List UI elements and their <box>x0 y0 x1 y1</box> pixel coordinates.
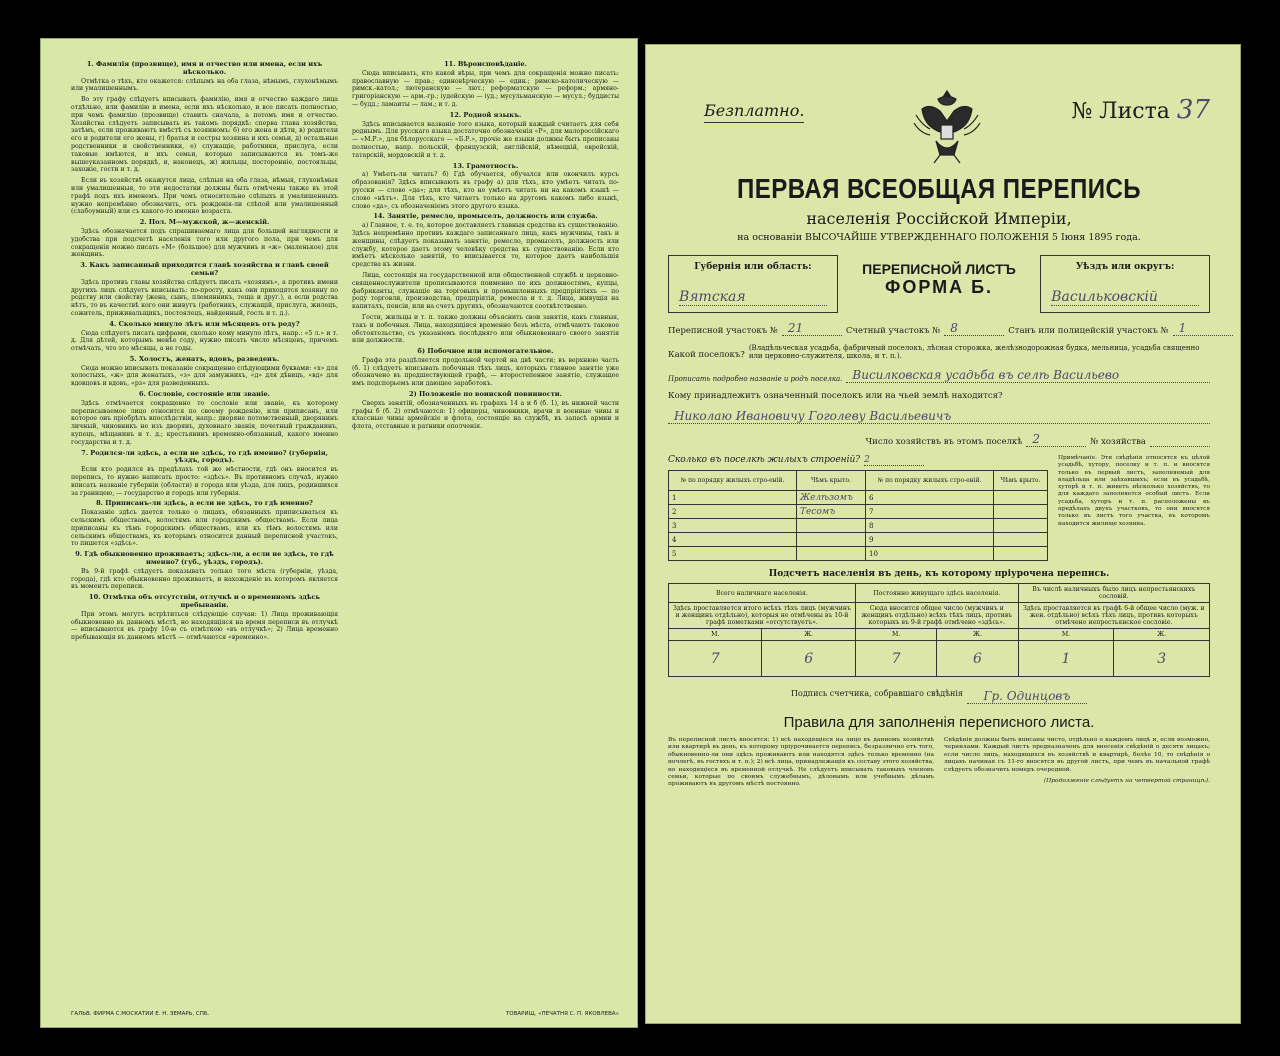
col-female: Ж. <box>762 629 856 641</box>
instruction-heading: 13. Грамотность. <box>452 161 519 170</box>
instruction-text: Здѣсь отмѣчается сокращенно то сословіе или званіе, къ которому переписываемое лицо относится по своему рожденію, или приписанъ, или которое онъ пріобрѣлъ впослѣдствіи, напр.: дворяне потомственный, дворянинъ личный, чиновникъ не изъ дворянъ, духовнаго званія, почетный гражданинъ, купецъ, мѣщанинъ и т. д.; крестьянинъ временно-обязанный, какого именно государства и т. д. <box>71 399 338 446</box>
right-page <box>645 44 1241 1024</box>
instruction-text: Лица, состоящія на государственной или общественной службѣ и церковно-священнослужители прописываются поименно по ихъ должностямъ, купцы, фабриканты, служащіе на торговыхъ и промышленныхъ предпріятіяхъ — по роду торговли, производства, предпріятія, ремесла и т. д. Лица, живущія на капиталъ, пенсіи, или на счетъ другихъ, обозначаются соотвѣтственно. <box>352 271 619 311</box>
instruction-heading: б) Побочное или вспомогательное. <box>417 347 554 356</box>
instruction-section <box>71 96 338 174</box>
district-line <box>668 321 1210 336</box>
instruction-section <box>71 594 338 642</box>
resident-male-value: 7 <box>855 641 936 677</box>
col-female: Ж. <box>937 629 1018 641</box>
table-row <box>669 505 1048 519</box>
table-cell: 8 <box>866 519 994 533</box>
instruction-section <box>71 450 338 498</box>
table-cell <box>993 533 1047 547</box>
settlement-line <box>668 344 1210 360</box>
instruction-section <box>352 213 619 269</box>
instruction-text: Въ 9-й графѣ слѣдуетъ показывать только того мѣста (губерніи, уѣзда, города), гдѣ кто обыкновенно проживаетъ, и нахожденіе въ которомъ является въ моментъ переписи. <box>71 567 338 591</box>
instruction-section <box>352 348 619 388</box>
instruction-heading: 2) Положеніе по воинской повинности. <box>409 390 562 399</box>
left-column-1 <box>71 59 338 979</box>
table-cell: 9 <box>866 533 994 547</box>
resident-female-value: 6 <box>937 641 1018 677</box>
uezd-box <box>1040 255 1210 313</box>
dwellings-label: Сколько въ поселкѣ жилыхъ строеній? <box>668 455 861 465</box>
gubernia-box <box>668 255 838 313</box>
total-male-value: 7 <box>669 641 762 677</box>
non-peasant-female-value: 3 <box>1114 641 1210 677</box>
instruction-section <box>71 500 338 548</box>
col-female: Ж. <box>1114 629 1210 641</box>
ptab-header-resident: Постоянно живущаго здѣсь населенія. <box>855 584 1018 603</box>
owner-label: Кому принадлежитъ означенный поселокъ или на чьей землѣ находится? <box>668 391 1003 401</box>
dtab-header-no: № по порядку жилыхъ стро-еній. <box>669 471 797 491</box>
uezd-label: Уѣздъ или округъ: <box>1075 262 1175 272</box>
form-title-box <box>838 255 1040 313</box>
settlement-value-line <box>668 368 1210 383</box>
instruction-section <box>352 163 619 211</box>
total-female-value: 6 <box>762 641 856 677</box>
instruction-text: а) Главное, т. е. то, которое доставляетъ главныя средства къ существованію. Здѣсь непремѣнно противъ каждаго записаннаго лица, какъ мужчины, такъ и женщины, слѣдуетъ показывать занятіе, ремесло, промыселъ, должность или службу, которое даетъ этому человѣку средства къ существованію. Если кто имѣетъ нѣсколько занятій, то вписывается то, которое даетъ наибольшія средства къ жизни. <box>352 222 619 269</box>
instruction-text: Если въ хозяйствѣ окажутся лица, слѣпыя на оба глаза, нѣмыя, глухонѣмыя или умалишенныя, то эти недостатки должны быть отмѣчены также въ этой графѣ подъ ихъ именемъ. При чемъ относительно слѣпыхъ и умалишенныхъ нужно непремѣнно обозначить, отъ рожденія-ли слѣпой или умалишенный (слабоумный) или съ какого-то именно возраста. <box>71 177 338 216</box>
instruction-heading: 3. Какъ записанный приходится главѣ хозяйства и главѣ своей семьи? <box>80 261 329 277</box>
table-cell: 10 <box>866 547 994 561</box>
instruction-text: Показаніе здѣсь дается только о лицахъ, обязанныхъ приписываться къ сельскимъ обществамъ, волостямъ или городскимъ обществамъ. Если лица приписаны къ тѣмъ городскимъ обществамъ, или къ тѣмъ волостямъ или сельскимъ обществамъ, къ которымъ относится данный переписной участокъ, то пишется «здѣсь». <box>71 509 338 548</box>
instruction-section <box>71 391 338 447</box>
instruction-section <box>71 219 338 259</box>
form-letter: ФОРМА Б. <box>884 277 994 297</box>
left-page <box>40 38 638 1028</box>
dtab-header-roof: Чѣмъ крыто. <box>796 471 865 491</box>
table-row <box>669 519 1048 533</box>
table-cell: 7 <box>866 505 994 519</box>
instruction-text: Во эту графу слѣдуетъ вписывать фамилію, имя и отчество каждаго лица отдѣльно, или фамилію и имена, если ихъ нѣсколько, и все писать полностью, при чемъ фамилію (прозвище) ставить сначала, а потомъ имя и отчество. Хозяйства слѣдуетъ записывать въ такомъ порядкѣ: сперва глава хозяйства, затѣмъ, если проживаютъ вмѣстѣ съ хозяиномъ: 6) его жена и дѣти, в) родители его и родители его жены, г) братья и сестры хозяина и ихъ семьи, д) остальные родственники и свойственники, е) служащіе, работники, прислуга, если таковые имѣются, и ихъ семьи, которые записываются въ томъ-же вышеуказанномъ порядкѣ, и, наконецъ, ж) жильцы, посторонніе, постояльцы, захожіе, гости и т. д. <box>71 96 338 174</box>
signature-label: Подпись счетчика, собравшаго свѣдѣнія <box>791 689 963 698</box>
instruction-text: Здѣсь противъ главы хозяйства слѣдуетъ писать «хозяинъ», а противъ имени другихъ лицъ слѣдуетъ вписывать: по-просту, какъ они приходятся хозяину по родству или свойству (жена, сынъ, племянникъ, теща и друг.), а если родства нѣтъ, то въ качествѣ кого они живутъ (работникъ, служащій, прислуга, жилецъ, сожитель, приживальщикъ, постоялецъ, найденный, гость и т. д.). <box>71 278 338 317</box>
instruction-section <box>71 262 338 318</box>
households-value: 2 <box>1026 432 1086 447</box>
page-title: ПЕРВАЯ ВСЕОБЩАЯ ПЕРЕПИСЬ <box>736 173 1142 204</box>
rules-continuation-note: (Продолженіе слѣдуетъ на четвертой страницѣ). <box>1043 778 1210 785</box>
instruction-section <box>71 551 338 591</box>
census-district-label: Переписной участокъ № <box>668 326 778 336</box>
instruction-heading: 4. Сколько минуло лѣтъ или мѣсяцевъ отъ роду? <box>109 319 300 328</box>
instruction-heading: 2. Пол. М—мужской, ж—женскій. <box>139 218 270 227</box>
instruction-heading: 1. Фамилія (прозвище), имя и отчество или имена, если ихъ нѣсколько. <box>86 60 323 76</box>
settlement-hint: (Владѣльческая усадьба, фабричный поселокъ, лѣсная сторожка, желѣзнодорожная будка, мельница, усадьба священно или церковно-служителя, школа, и т. п.). <box>748 344 1200 360</box>
col-male: М. <box>669 629 762 641</box>
table-cell <box>796 519 865 533</box>
ptab-header-non-peasant: Въ числѣ наличныхъ было лицъ непрестьянскихъ сословій. <box>1018 584 1209 603</box>
ptab-desc-resident: Сюда вносится общее число (мужчинъ и женщинъ отдѣльно) всѣхъ тѣхъ лицъ, противъ которыхъ въ 9-й графѣ отмѣчено «здѣсь». <box>855 603 1018 629</box>
rules-left: Въ переписной листъ вносятся: 1) всѣ находящіеся на лицо въ данномъ хозяйствѣ или квартирѣ въ день, къ которому пріурочивается перепись, безразлично отъ того, обыкновенно-ли они здѣсь проживаютъ или находятся здѣсь только временно (на ночлегѣ, въ гостяхъ и т. п.); 2) всѣ лица, принадлежащія къ составу этого хозяйства, но находящіеся въ временной отлучкѣ. Не слѣдуетъ вписывать таковыхъ членовъ семьи, которые по своимъ служебнымъ, дѣловымъ или учебнымъ дѣламъ проживаютъ въ другомъ мѣстѣ постоянно. <box>668 737 934 788</box>
uezd-value: Васильковскій <box>1051 289 1199 306</box>
household-no-label: № хозяйства <box>1090 437 1146 447</box>
imperial-eagle-icon <box>912 85 982 165</box>
instruction-section <box>352 61 619 109</box>
table-cell <box>796 547 865 561</box>
rules-heading: Правила для заполненія переписного листа. <box>783 714 1095 731</box>
dwellings-line <box>668 455 1048 466</box>
instruction-text: а) Умѣеть-ли читать? б) Гдѣ обучается, обучался или окончилъ курсъ образованія? Здѣсь вписывають въ графу а) для тѣхъ, кто умѣетъ читать по-русски — слово «да»; для тѣхъ, кто не умѣетъ читать ни на какомъ языкѣ — слово «нѣтъ». Для тѣхъ, кто читаетъ только на другомъ какомъ либо языкѣ, слово «да», съ обозначеніемъ этого другого языка. <box>352 171 619 210</box>
printer-mark-right: ТОВАРИЩ. «ПЕЧАТНЯ С. П. ЯКОВЛЕВА» <box>505 1011 619 1017</box>
instruction-heading: 9. Гдѣ обыкновенно проживаетъ; здѣсь-ли, а если не здѣсь, то гдѣ именно? (губ., уѣздъ, городъ). <box>75 550 334 567</box>
table-cell: 5 <box>669 547 797 561</box>
instruction-text: Графа эта раздѣляется продольной чертой на двѣ части; въ верхнюю часть (б. 1) слѣдуетъ вписывать побочныя тѣхъ лицъ, которыхъ главное занятіе уже обозначено въ предшествующей графѣ, — второстепенное занятіе, служащее имъ подспорьемъ или дающее заработокъ. <box>352 356 619 388</box>
signature-value: Гр. Одинцовъ <box>967 689 1087 704</box>
count-district-value: 8 <box>944 321 1004 336</box>
ptab-header-total: Всего наличнаго населенія. <box>669 584 856 603</box>
table-cell: 6 <box>866 491 994 505</box>
count-district-label: Счетный участокъ № <box>845 326 941 336</box>
page-subtitle: населенія Россійской Имперіи, <box>806 209 1072 228</box>
rules-right-text: Свѣдѣнія должны быть вписаны чисто, отдѣльно о каждомъ лицѣ и, если возможно, чернилами. Каждый листъ предназначенъ для внесенія свѣдѣній о десяти лицахъ; если число лицъ, находящихся въ хозяйствѣ и квартирѣ, болѣе 10, то свѣдѣнія о лицахъ начиная съ 11-го вносятся въ другой листъ, при чемъ въ начальной графѣ слѣдуетъ обозначить номеръ очередной. <box>944 737 1210 773</box>
table-cell <box>796 533 865 547</box>
dwellings-table <box>668 470 1048 561</box>
table-cell: 3 <box>669 519 797 533</box>
table-cell <box>993 519 1047 533</box>
instruction-heading: 14. Занятіе, ремесло, промыселъ, должность или служба. <box>373 212 598 221</box>
free-label: Безплатно. <box>704 101 804 123</box>
instruction-section <box>352 272 619 311</box>
table-cell <box>993 547 1047 561</box>
ptab-desc-total: Здѣсь проставляется итого всѣхъ тѣхъ лицъ (мужчинъ и женщинъ отдѣльно), которыя не отмѣчены въ 10-й графѣ пометками «отсутствуетъ». <box>669 603 856 629</box>
households-label: Число хозяйствъ въ этомъ поселкѣ <box>865 437 1023 447</box>
instruction-text: Сюда вписывать, кто какой вѣры, при чемъ для сокращенія можно писать: православную — прав.; единовѣрческую — един.; римско-католическую — римск.-катол.; лютеранскую — лют.; реформатскую — реформ.; армяно-григоріанскую — арм.-гр.; іудейскую — іуд.; мусульманскую — мусул.; буддисты — будд.; ламаиты — лам.; и т. д. <box>352 69 619 108</box>
settlement-value: Висилковская усадьба въ селѣ Васильево <box>846 368 1210 383</box>
instruction-text: Здѣсь вписывается названіе того языка, который каждый считаетъ для себя роднымъ. Для русскаго языка достаточно обозначенія «Р», для малороссійскаго — «М.Р.», для бѣлорусскаго — «Б.Р.», прочіе же языки должны быть прописаны полностью, напр. польскій, французскій, англійскій, нѣмецкій, еврейскій, татарскій, мордовскій и т. д. <box>352 120 619 159</box>
police-district-label: Станъ или полицейскій участокъ № <box>1008 326 1169 336</box>
instruction-text: При этомъ могутъ встрѣтиться слѣдующіе случаи: 1) Лица проживающія обыкновенно въ данномъ мѣстѣ, но находящіяся на время переписи въ отлучкѣ — вписываются въ графу 10-ю съ отмѣткою «въ отлучкѣ»; 2) Лица временно пребывающія въ данномъ мѣстѣ — отмѣчаются «временно». <box>71 610 338 642</box>
police-district-value: 1 <box>1173 321 1233 336</box>
gubernia-label: Губернія или область: <box>694 262 812 272</box>
instruction-heading: 11. Вѣроисповѣданіе. <box>444 60 527 68</box>
instruction-section <box>71 321 338 353</box>
table-cell: 4 <box>669 533 797 547</box>
instruction-text: Сверхъ занятій, обозначенныхъ въ графахъ 14 а и б (б. 1), въ нижней части графы б (б. 2) отмѣчаются: 1) офицеры, чиновники, врачи и военные чины и классные чины армейскіе и флота, состоящіе на службѣ, въ запасѣ армии и флота, отставные и ратники ополченія. <box>352 399 619 431</box>
owner-line <box>668 391 1210 401</box>
rules-right <box>944 737 1210 789</box>
instruction-heading: 7. Родился-ли здѣсь, а если не здѣсь, то гдѣ именно? (губернія, уѣздъ, городъ). <box>81 448 328 465</box>
settlement-hint-2: Прописать подробно названіе и родъ поселка. <box>668 375 843 383</box>
left-column-2 <box>352 59 619 979</box>
table-row <box>669 547 1048 561</box>
households-line <box>668 432 1210 447</box>
decree-line: на основаніи ВЫСОЧАЙШЕ УТВЕРЖДЕННАГО ПОЛОЖЕНІЯ 5 Іюня 1895 года. <box>737 232 1141 243</box>
instruction-heading: 10. Отмѣтка объ отсутствіи, отлучкѣ и о временномъ здѣсь пребываніи. <box>89 593 320 609</box>
table-row <box>669 533 1048 547</box>
table-cell: Желѣзомъ <box>796 491 865 505</box>
instruction-text: Гости, жильцы и т. п. также должны объяснить свои занятія, какъ главныя, такъ и побочныя. Лица, находящіяся временно безъ мѣста, отмѣчаютъ таковое обстоятельство, съ указаніемъ послѣдняго или обыкновеннаго своего занятія или должности. <box>352 313 619 345</box>
ptab-desc-non-peasant: Здѣсь проставляется въ графѣ 6-й общее число (муж. и жен. отдѣльно) всѣхъ тѣхъ лицъ, противъ которыхъ отмѣчено непрестьянское сословіе. <box>1018 603 1209 629</box>
table-cell <box>993 505 1047 519</box>
instruction-heading: 6. Сословіе, состояніе или званіе. <box>139 390 270 399</box>
household-no-value <box>1150 446 1210 447</box>
instruction-text: Здѣсь обозначается подъ спрашиваемаго лица для большей наглядности и удобства при подсчетѣ населенія того или другого пола, при чемъ для сокращенія можно писать «М» (большое) для мужчинъ и «ж» (маленькое) для женщинъ. <box>71 227 338 259</box>
owner-value-line <box>668 409 1210 424</box>
dwellings-value: 2 <box>864 455 924 466</box>
instruction-section <box>352 314 619 345</box>
enumerator-signature <box>668 689 1210 704</box>
dwellings-note: Примѣчаніе. Эти свѣдѣнія относятся къ цѣлой усадьбѣ, хутору, поселку и т. п. и вносятся только въ первый листъ, заполняемый для владѣльца или заѣхавшихъ; если въ усадьбѣ, хуторѣ и т. п. живетъ нѣсколько хозяйствъ, то для каждаго заполняется особый листъ. Если усадьба, хуторъ и т. п. расположены въ предѣлахъ двухъ участковъ, то они вносятся только въ листъ того участка, въ которомъ находится жилище хозяина. <box>1058 455 1210 527</box>
instruction-section <box>352 112 619 160</box>
instruction-section <box>71 61 338 93</box>
sheet-label: № Листа <box>1071 99 1170 124</box>
instruction-text: Отмѣтка о тѣхъ, кто окажется: слѣпымъ на оба глаза, нѣмымъ, глухонѣмымъ или умалишеннымъ. <box>71 77 338 93</box>
dtab-header-no-2: № по порядку жилыхъ стро-еній. <box>866 471 994 491</box>
table-cell <box>993 491 1047 505</box>
col-male: М. <box>1018 629 1114 641</box>
sheet-number-value: 37 <box>1176 95 1210 125</box>
population-count-heading: Подсчетъ населенія въ день, къ которому пріурочена перепись. <box>768 569 1110 579</box>
owner-value: Николаю Ивановичу Гоголеву Васильевичъ <box>668 409 1210 424</box>
instruction-heading: 5. Холостъ, женатъ, вдовъ, разведенъ. <box>129 354 280 363</box>
instruction-text: Сюда слѣдуетъ писать цифрами, сколько кому минуло лѣтъ, напр.: «5 л.» и т. д. Для дѣтей, которымъ менѣе году, нужно писать число мѣсяцевъ, причемъ отмѣчать, что это мѣсяцы, а не годы. <box>71 329 338 353</box>
population-table <box>668 583 1210 677</box>
table-cell: Тесомъ <box>796 505 865 519</box>
printer-mark-left: ГАЛЬВ. ФИРМА С.МОСКАТИИ Е. Н. ЗЕМАРЬ, СПБ. <box>71 1011 210 1017</box>
instruction-text: Если кто родился въ предѣлахъ той же мѣстности, гдѣ онъ вносится въ перепись, то нужно написать просто: «здѣсь». Въ противномъ случаѣ, нужно вписать названіе губерніи (области) и города или уѣзда, для лицъ, родившихся за границею, — государство и городъ или губернія. <box>71 466 338 497</box>
table-cell: 2 <box>669 505 797 519</box>
gubernia-value: Вятская <box>679 289 827 306</box>
table-row <box>669 491 1048 505</box>
census-district-value: 21 <box>782 321 842 336</box>
col-male: М. <box>855 629 936 641</box>
instruction-section <box>71 177 338 216</box>
table-cell: 1 <box>669 491 797 505</box>
instruction-section <box>71 356 338 388</box>
non-peasant-male-value: 1 <box>1018 641 1114 677</box>
settlement-label: Какой поселокъ? <box>668 350 745 360</box>
dtab-header-roof-2: Чѣмъ крыто. <box>993 471 1047 491</box>
instruction-section <box>352 391 619 431</box>
instruction-heading: 12. Родной языкъ. <box>449 110 522 119</box>
instruction-heading: 8. Приписанъ-ли здѣсь, а если не здѣсь, то гдѣ именно? <box>96 499 313 508</box>
sheet-number <box>1071 95 1210 125</box>
instruction-text: Сюда можно вписывать показаніе сокращенно слѣдующими буквами: «х» для холостыхъ, «ж» для женатыхъ, «з» для замужнихъ, «д» для дѣвицъ, «вд» для вдовцовъ и вдовъ, «рз» для разведенныхъ. <box>71 364 338 388</box>
form-title: ПЕРЕПИСНОЙ ЛИСТЪ <box>862 261 1016 277</box>
